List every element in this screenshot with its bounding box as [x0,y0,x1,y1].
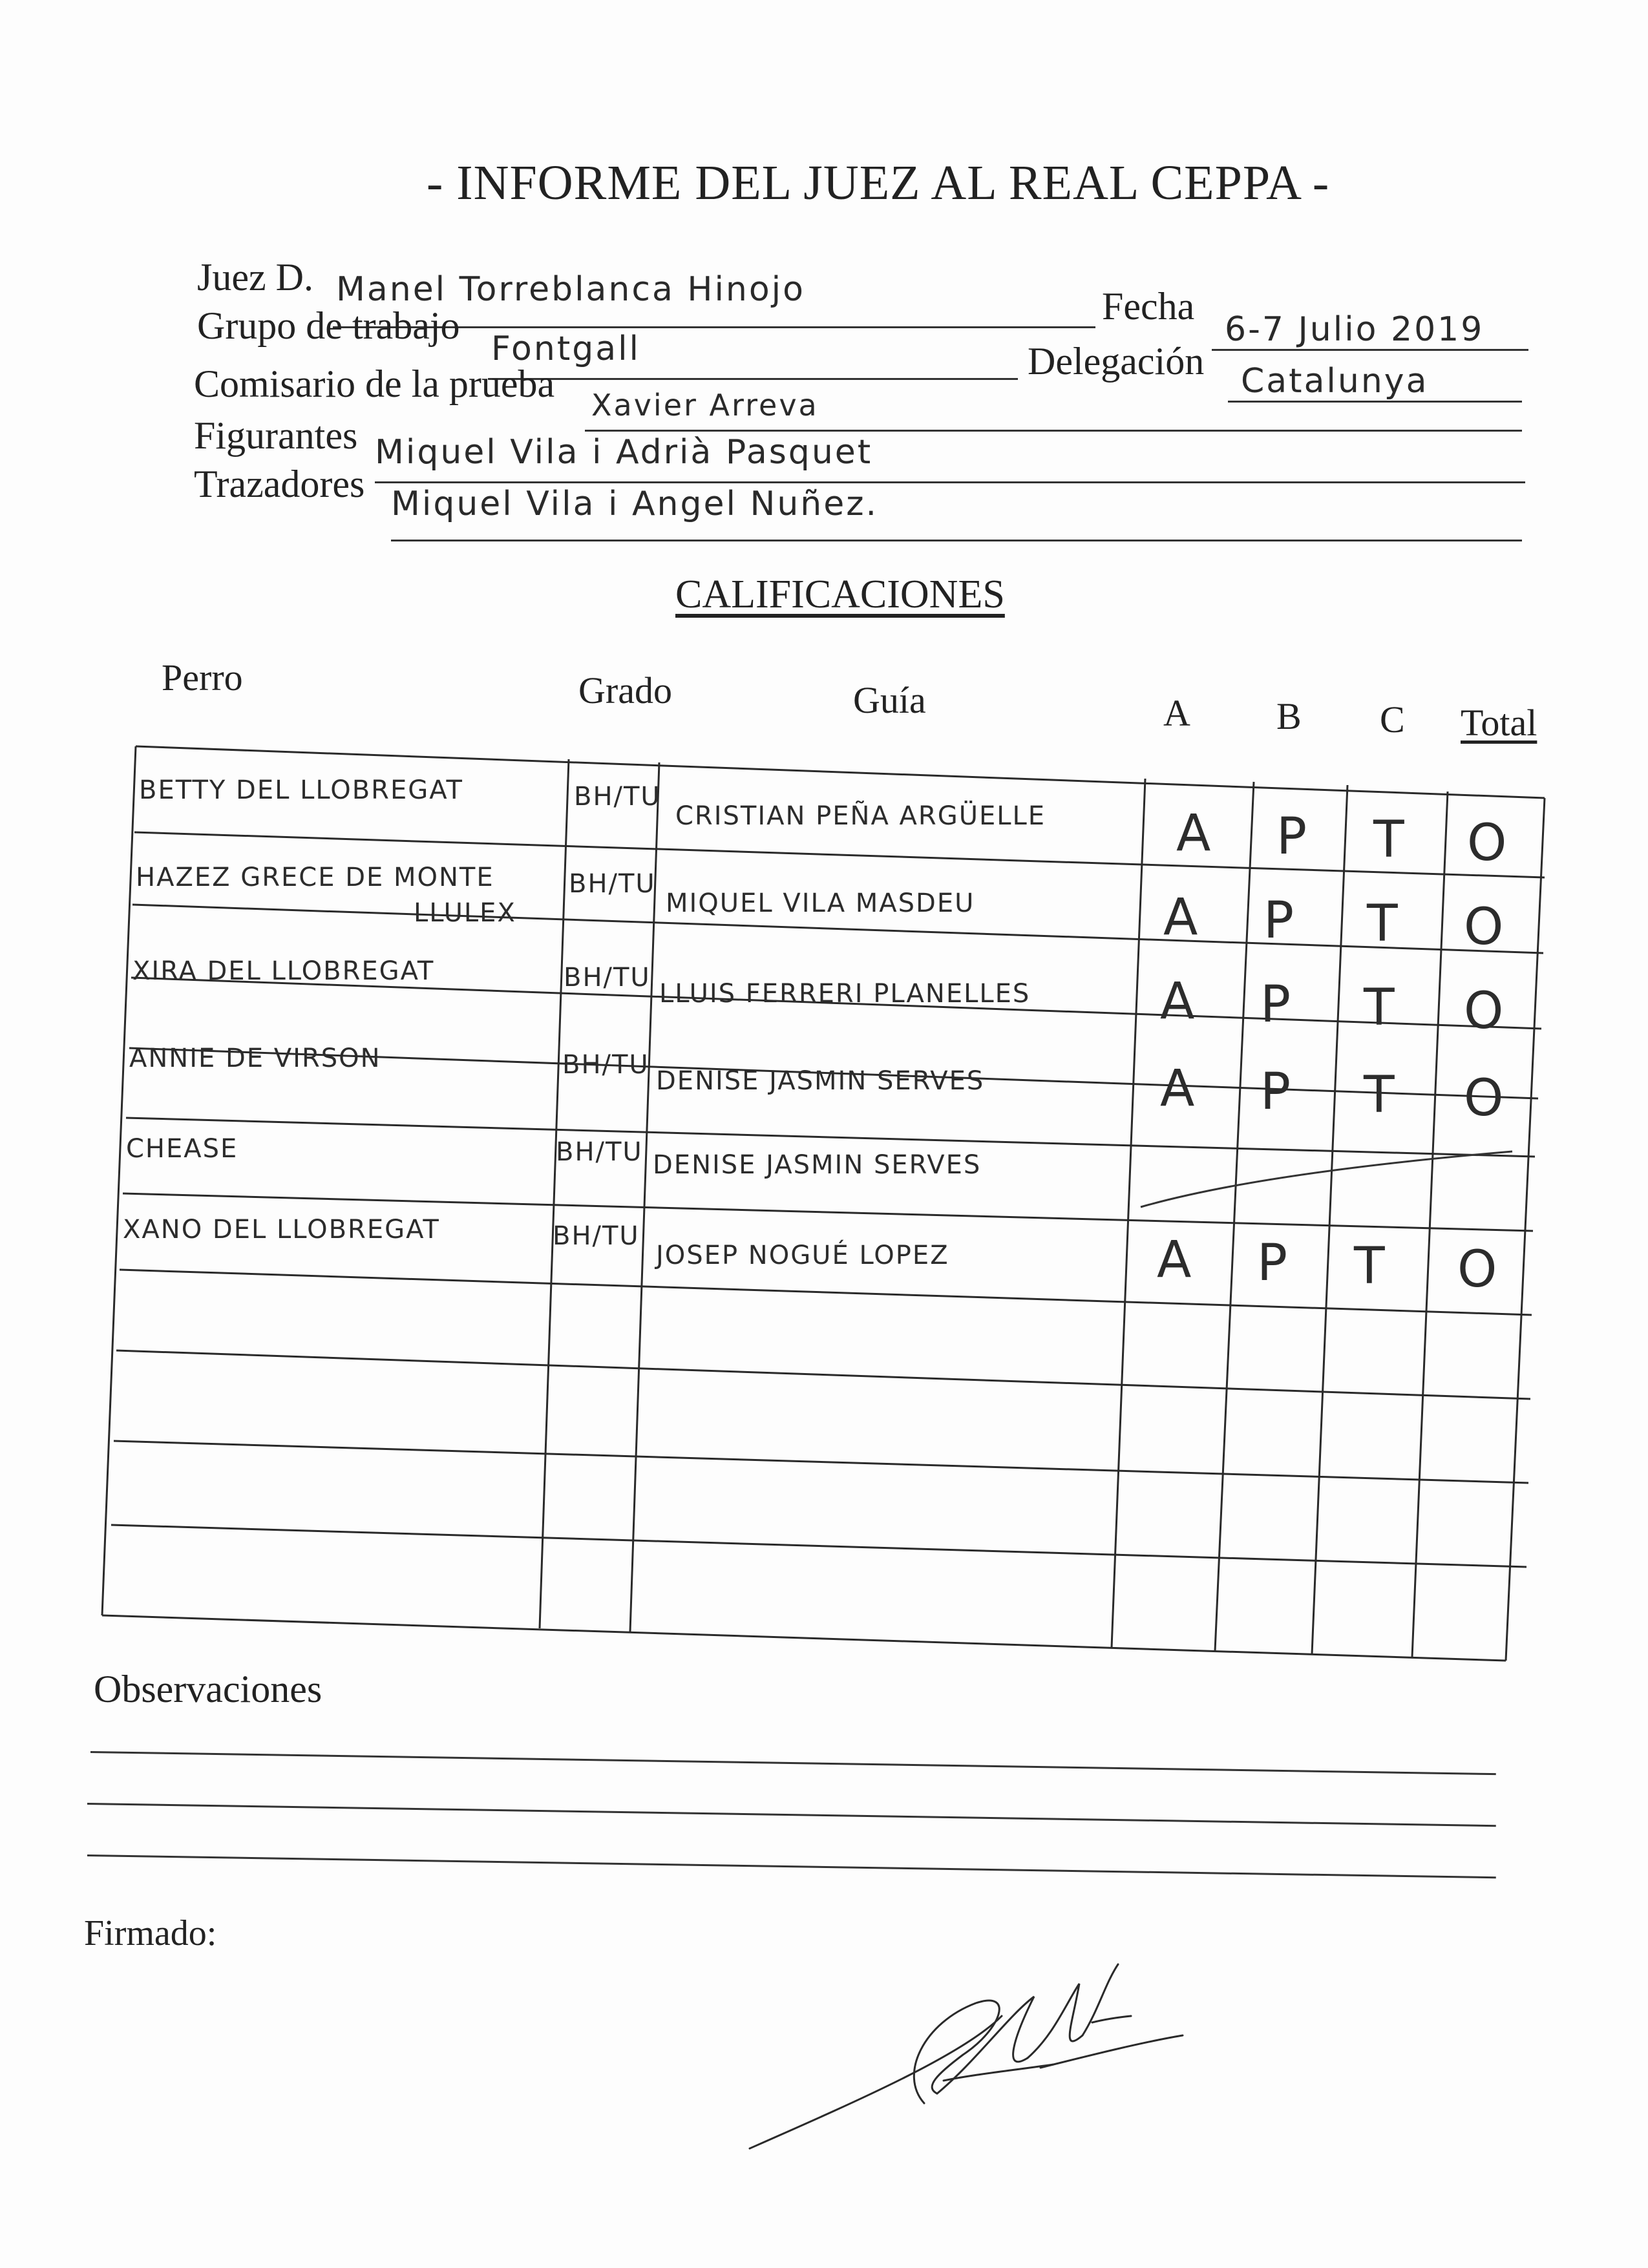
table-row-6-c: T [1354,1237,1385,1296]
table-row-2-perro-cont: LLULEX [414,898,516,928]
table-row-1-c: T [1373,811,1404,869]
table-row-4-perro: ANNIE DE VIRSON [129,1044,381,1073]
table-vline-right [1506,798,1545,1661]
figurantes-value: Miquel Vila i Adrià Pasquet [375,433,873,472]
table-row-2-a: A [1163,888,1198,947]
table-row-1-b: P [1276,808,1307,866]
trazadores-label: Trazadores [194,463,365,505]
figurantes-label: Figurantes [194,414,358,457]
chease-strike-line [1141,1151,1512,1207]
col-header-guia: Guía [853,679,926,721]
observaciones-label: Observaciones [94,1668,322,1710]
table-line-row10 [111,1525,1527,1567]
table-row-1-perro: BETTY DEL LLOBREGAT [139,775,463,805]
table-row-3-a: A [1160,972,1195,1031]
table-row-4-b: P [1260,1063,1291,1121]
table-row-2-perro: HAZEZ GRECE DE MONTE [136,863,494,892]
delegacion-label: Delegación [1028,340,1205,383]
table-vline-total [1412,792,1448,1657]
col-header-grado: Grado [578,669,672,711]
table-vline-grado [540,759,569,1628]
table-row-1-guia: CRISTIAN PEÑA ARGÜELLE [675,801,1046,831]
col-header-c: C [1380,698,1405,740]
calificaciones-heading: CALIFICACIONES [675,572,1005,616]
grupo-value: Fontgall [491,330,640,368]
fecha-value: 6-7 Julio 2019 [1225,310,1484,349]
table-row-6-perro: XANO DEL LLOBREGAT [123,1215,440,1244]
table-row-5-grado: BH/TU [556,1137,643,1167]
table-row-5-perro: CHEASE [126,1134,238,1164]
table-line-bottom [102,1615,1506,1661]
table-row-6-guia: JOSEP NOGUÉ LOPEZ [656,1241,949,1270]
col-header-b: B [1276,695,1302,737]
col-header-a: A [1163,692,1190,734]
table-row-1-grado: BH/TU [574,782,661,812]
table-row-2-b: P [1263,892,1294,950]
table-line-row8 [116,1350,1530,1399]
table-row-3-perro: XIRA DEL LLOBREGAT [132,956,435,986]
table-row-4-total: O [1464,1069,1504,1128]
table-row-2-guia: MIQUEL VILA MASDEU [666,888,975,918]
table-row-4-a: A [1160,1060,1195,1118]
table-line-row7 [120,1270,1532,1315]
table-row-2-c: T [1367,895,1398,953]
table-row-6-a: A [1157,1231,1192,1289]
signature [730,1945,1196,2165]
table-row-3-grado: BH/TU [564,963,651,992]
col-header-total: Total [1461,702,1537,744]
table-row-6-b: P [1257,1234,1288,1292]
table-row-4-guia: DENISE JASMIN SERVES [656,1066,985,1096]
comisario-value: Xavier Arreva [591,388,819,423]
table-row-1-a: A [1176,804,1211,863]
table-vline-b [1215,782,1254,1651]
table-row-6-total: O [1457,1241,1497,1299]
table-row-2-grado: BH/TU [569,869,656,899]
delegacion-value: Catalunya [1241,362,1429,401]
juez-label: Juez D. [197,256,313,299]
firmado-label: Firmado: [84,1913,217,1953]
document-title: - INFORME DEL JUEZ AL REAL CEPPA - [427,156,1330,210]
table-row-4-grado: BH/TU [562,1050,650,1080]
col-header-perro: Perro [162,656,243,698]
table-line-row9 [114,1441,1528,1483]
table-row-1-total: O [1467,814,1507,872]
table-row-6-grado: BH/TU [553,1221,640,1251]
table-vline-a [1112,779,1145,1648]
table-row-5-guia: DENISE JASMIN SERVES [653,1150,982,1180]
table-row-2-total: O [1464,898,1504,956]
table-vline-left [102,746,136,1615]
table-row-3-c: T [1364,979,1395,1037]
table-vline-c [1312,785,1347,1654]
fecha-label: Fecha [1102,285,1195,328]
trazadores-value: Miquel Vila i Angel Nuñez. [391,485,879,523]
table-row-3-guia: LLUIS FERRERI PLANELLES [659,979,1031,1009]
grupo-label: Grupo de trabajo [197,304,460,347]
juez-value: Manel Torreblanca Hinojo [336,270,805,309]
comisario-label: Comisario de la prueba [194,362,555,405]
table-row-4-c: T [1364,1066,1395,1124]
table-row-3-total: O [1464,982,1504,1040]
table-row-3-b: P [1260,976,1291,1034]
